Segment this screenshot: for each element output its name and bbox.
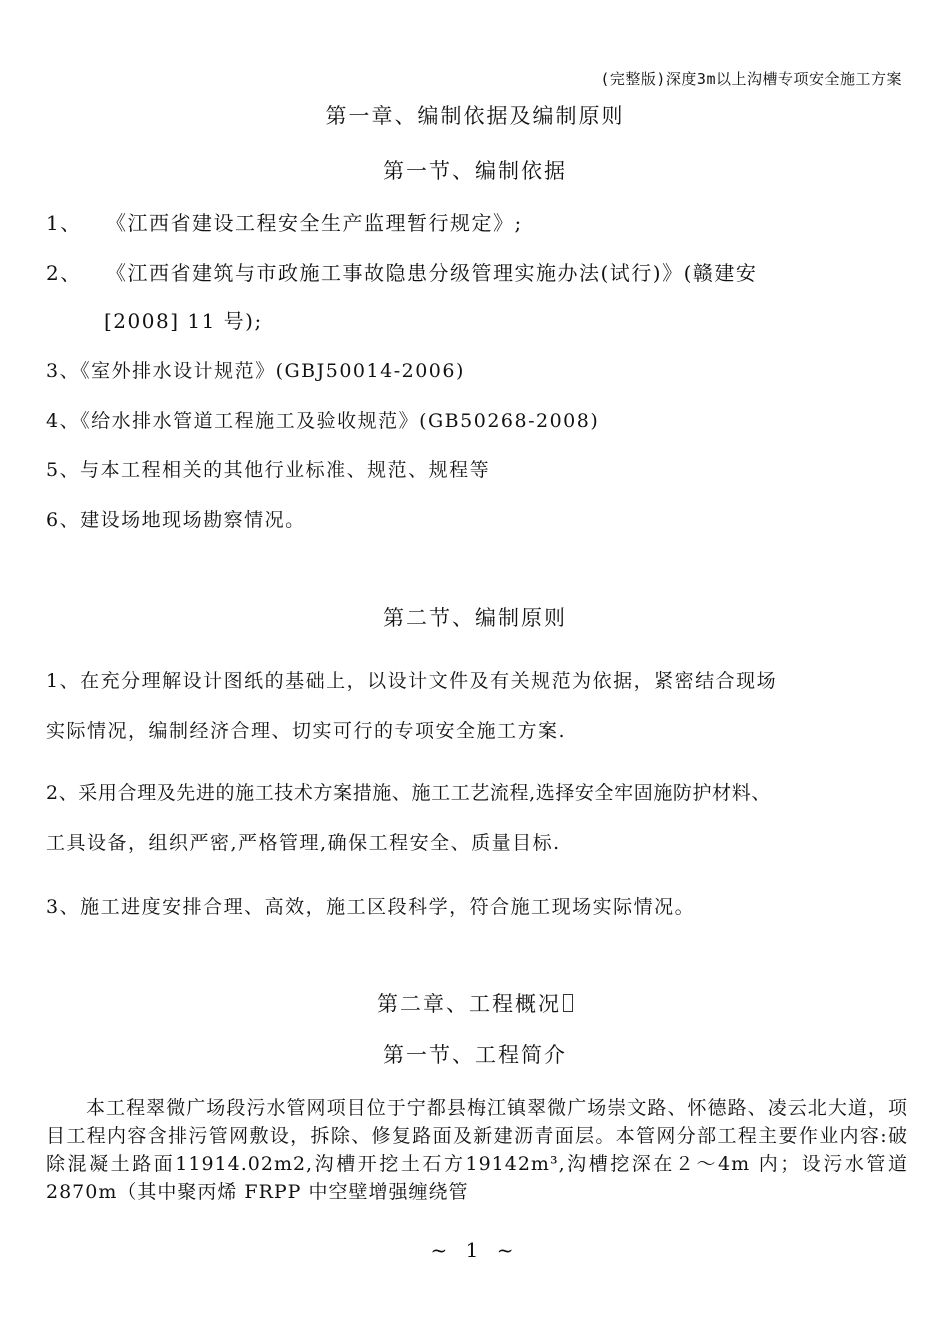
principle-3: 3、施工进度安排合理、高效，施工区段科学，符合施工现场实际情况。 [46,896,696,918]
chapter-1-section-1-title: 第一节、编制依据 [383,159,567,183]
basis-item-1 [46,207,523,236]
principle-1-line-2: 实际情况，编制经济合理、切实可行的专项安全施工方案. [46,720,567,742]
basis-item-3: 3、《室外排水设计规范》(GBJ50014-2006) [46,360,465,382]
page-number: ~ 1 ~ [430,1238,520,1262]
principle-2-line-1: 2、采用合理及先进的施工技术方案措施、施工工艺流程,选择安全牢固施防护材料、 [46,782,771,804]
project-intro-paragraph: 本工程翠微广场段污水管网项目位于宁都县梅江镇翠微广场崇文路、怀德路、凌云北大道，项目工程内容含排污管网敷设，拆除、修复路面及新建沥青面层。本管网分部工程主要作业内容:破除混凝土路面11914.02m2,沟槽开挖土石方19142m³,沟槽挖深在２～4m 内；设污水管道 2870m（其中聚丙烯 FRPP 中空壁增强缠绕管 [46,1097,908,1203]
chapter-2-title [0,988,950,1018]
item-number: 2、 [46,261,82,285]
document-header: (完整版)深度3m以上沟槽专项安全施工方案 [600,70,902,88]
basis-item-6: 6、建设场地现场勘察情况。 [46,509,306,531]
principle-1-line-1: 1、在充分理解设计图纸的基础上，以设计文件及有关规范为依据，紧密结合现场 [46,670,778,692]
basis-item-5: 5、与本工程相关的其他行业标准、规范、规程等 [46,459,491,481]
basis-item-2-continuation: [2008] 11 号); [104,309,263,333]
chapter-2-section-1-title: 第一节、工程简介 [383,1043,567,1067]
missing-glyph-icon [563,994,573,1012]
chapter-2-title-text: 第二章、工程概况 [377,992,561,1016]
item-text: 《江西省建筑与市政施工事故隐患分级管理实施办法(试行)》(赣建安 [106,261,758,285]
basis-item-4: 4、《给水排水管道工程施工及验收规范》(GB50268-2008) [46,410,600,432]
chapter-1-title: 第一章、编制依据及编制原则 [325,104,625,128]
principle-2-line-2: 工具设备，组织严密,严格管理,确保工程安全、质量目标. [46,832,561,854]
basis-item-2 [46,257,757,286]
item-number: 1、 [46,211,82,235]
chapter-1-section-2-title: 第二节、编制原则 [383,606,567,630]
item-text: 《江西省建设工程安全生产监理暂行规定》; [106,211,523,235]
